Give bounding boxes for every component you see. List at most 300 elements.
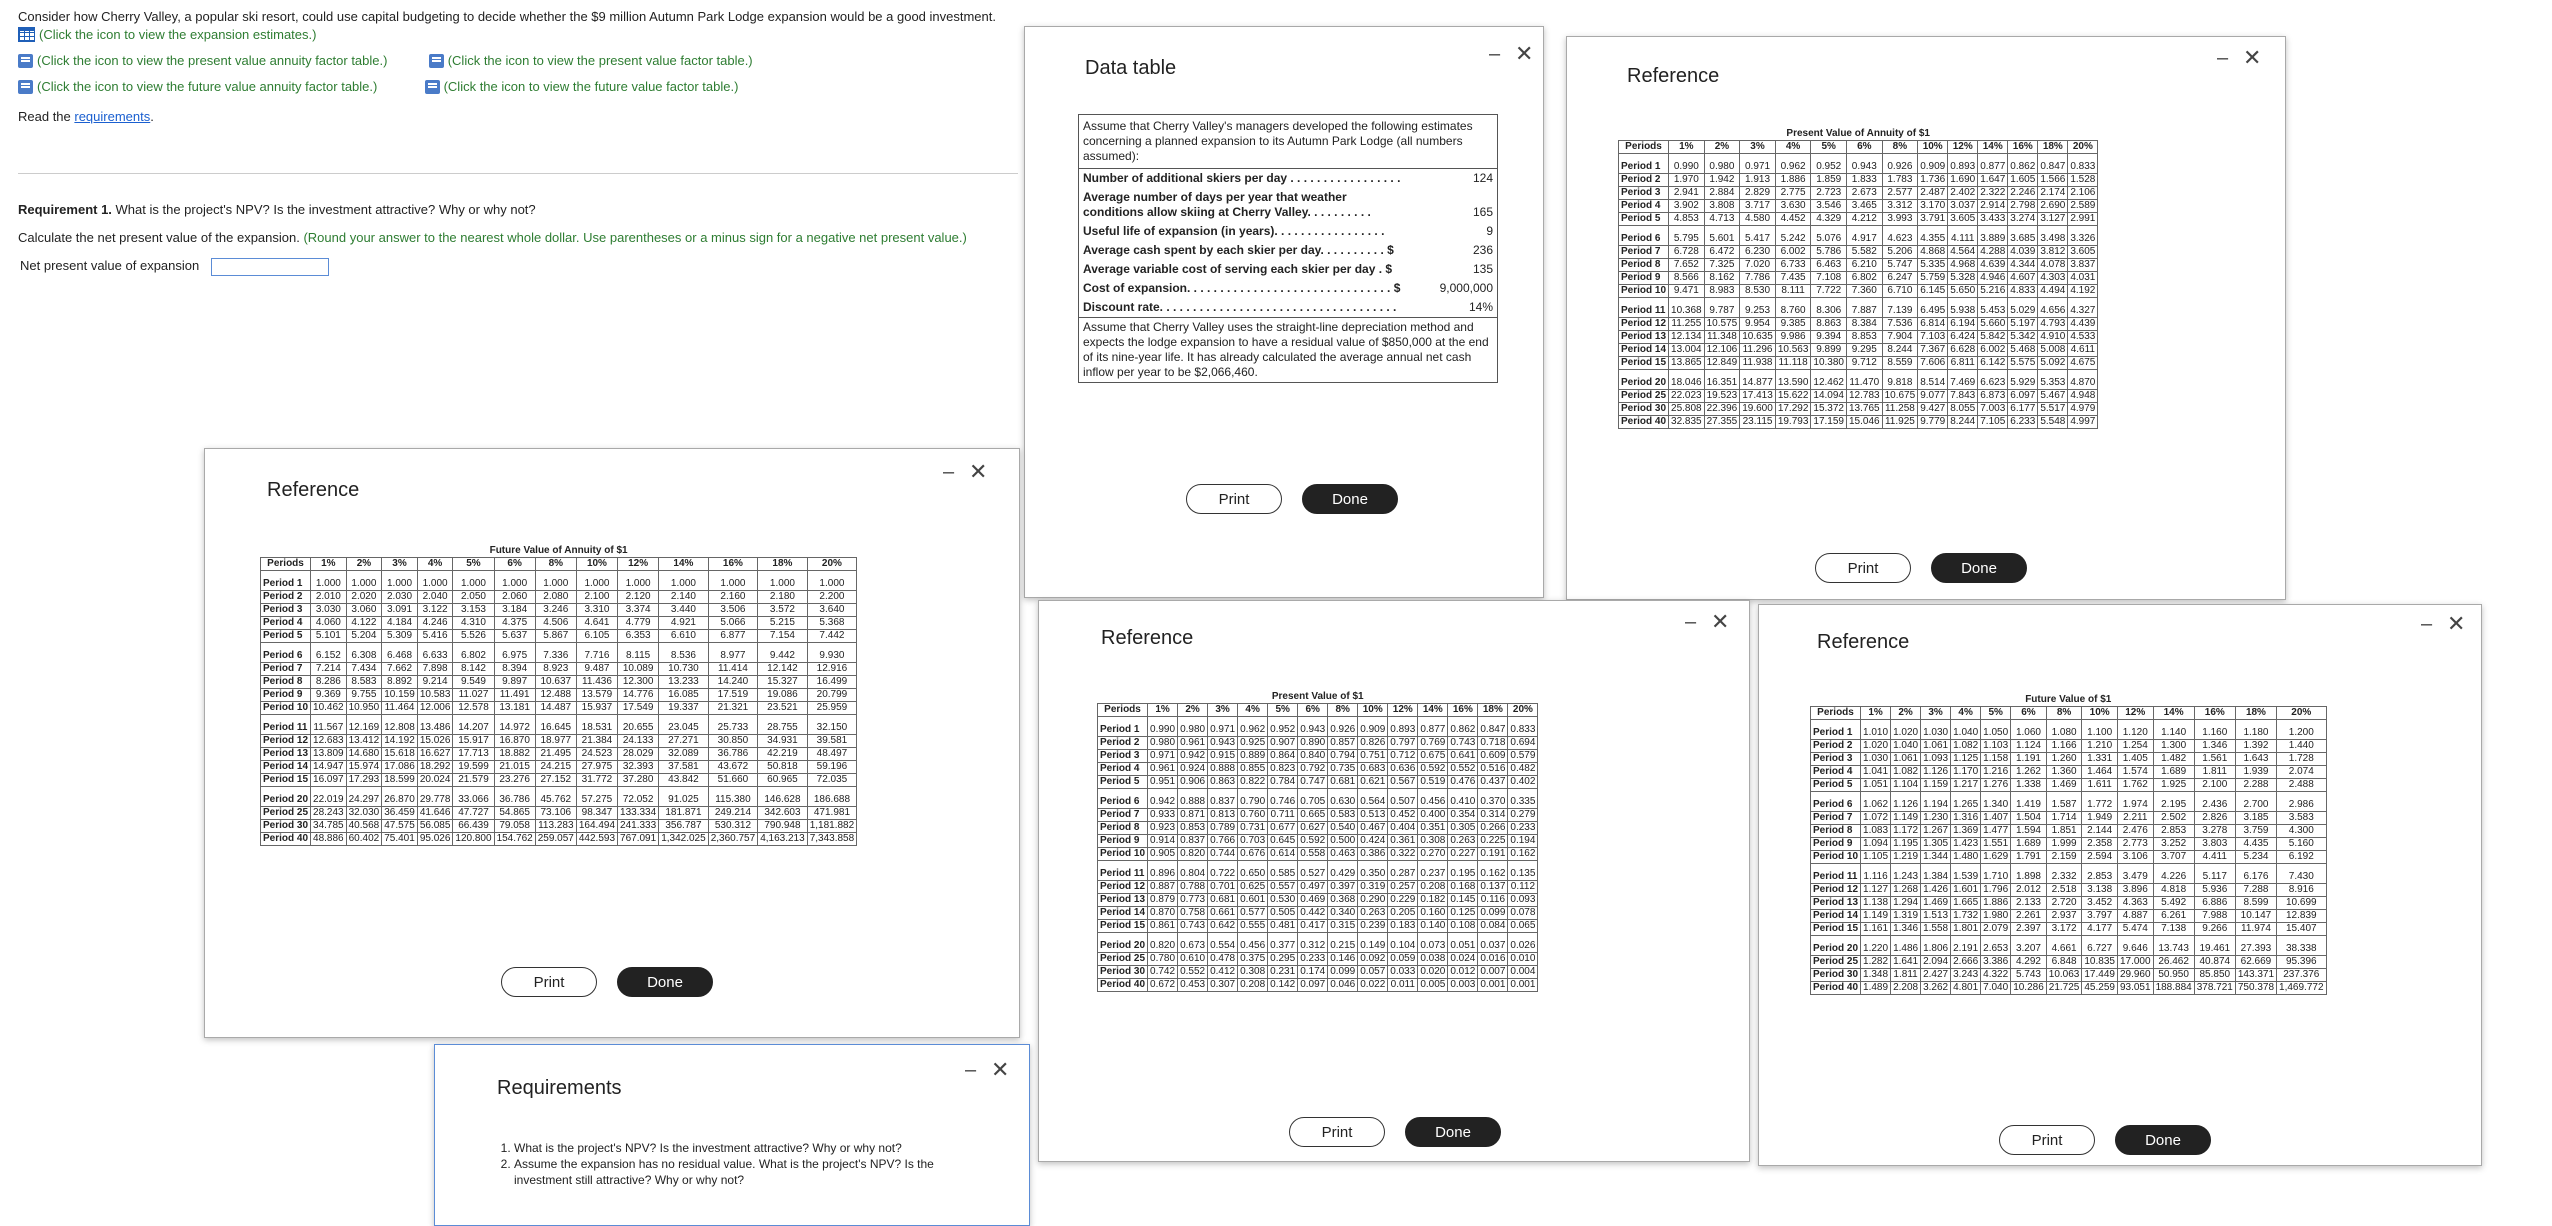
column-header: 6% [1847, 141, 1883, 154]
estimate-row: Useful life of expansion (in years). . . . . . . . . . . . . . . . . 9 [1083, 224, 1493, 238]
table-row [1619, 226, 2098, 246]
table-cell: 3.312 [1882, 200, 1918, 213]
fv-table-link[interactable]: (Click the icon to view the future value factor table.) [443, 79, 739, 94]
table-cell: 1.574 [2117, 766, 2153, 779]
table-cell: 72.052 [618, 787, 659, 807]
table-cell: 13.865 [1669, 357, 1705, 370]
table-cell: 8.394 [494, 663, 535, 676]
column-header: 3% [1740, 141, 1776, 154]
table-cell: 5.242 [1775, 226, 1811, 246]
table-cell: 5.842 [1978, 331, 2008, 344]
table-cell: 0.104 [1388, 933, 1418, 953]
table-cell: 0.887 [1148, 881, 1178, 894]
table-cell: 4.910 [2038, 331, 2068, 344]
table-cell: 1.643 [2235, 753, 2276, 766]
table-cell: 7.020 [1740, 259, 1776, 272]
table-cell: 3.246 [535, 604, 576, 617]
table-cell: 1.216 [1981, 766, 2011, 779]
table-cell: 1.665 [1951, 897, 1981, 910]
table-cell: 8.923 [535, 663, 576, 676]
table-cell: 4.329 [1811, 213, 1847, 226]
table-cell: 1.082 [1951, 740, 1981, 753]
table-cell: 2.941 [1669, 187, 1705, 200]
table-cell: 471.981 [807, 807, 857, 820]
table-cell: 0.583 [1328, 809, 1358, 822]
table-cell: 0.980 [1178, 717, 1208, 737]
table-cell: 8.599 [2235, 897, 2276, 910]
table-cell: 0.500 [1328, 835, 1358, 848]
table-cell: 2.080 [535, 591, 576, 604]
print-button[interactable]: Print [1999, 1125, 2095, 1155]
table-cell: 0.870 [1148, 907, 1178, 920]
table-cell: 1.811 [2194, 766, 2235, 779]
table-cell: 237.376 [2277, 969, 2327, 982]
table-cell: 1.319 [1891, 910, 1921, 923]
table-cell: 0.108 [1448, 920, 1478, 933]
table-cell: 7.435 [1775, 272, 1811, 285]
column-header: 18% [2038, 141, 2068, 154]
close-button[interactable]: ✕ [1515, 41, 1534, 66]
done-button[interactable]: Done [1405, 1117, 1501, 1147]
minimize-button[interactable]: – [2421, 613, 2433, 635]
fva-table-link[interactable]: (Click the icon to view the future value annuity factor table.) [37, 79, 378, 94]
done-button[interactable]: Done [2115, 1125, 2211, 1155]
close-button[interactable]: ✕ [969, 459, 988, 484]
print-button[interactable]: Print [501, 967, 597, 997]
table-cell: 3.759 [2235, 825, 2276, 838]
table-cell: 2.673 [1847, 187, 1883, 200]
table-cell: 7.606 [1918, 357, 1948, 370]
table-cell: 0.208 [1238, 979, 1268, 992]
table-cell: 0.636 [1388, 763, 1418, 776]
column-header: Periods [1811, 707, 1861, 720]
table-cell: 0.943 [1208, 737, 1238, 750]
table-row [1619, 187, 2098, 200]
row-label: Period 30 [1811, 969, 1861, 982]
table-cell: 5.938 [1948, 298, 1978, 318]
table-cell: 7.536 [1882, 318, 1918, 331]
table-row [1619, 344, 2098, 357]
table-cell: 4.303 [2038, 272, 2068, 285]
pv-table-link[interactable]: (Click the icon to view the present value factor table.) [447, 53, 753, 68]
table-cell: 32.089 [659, 748, 709, 761]
table-icon[interactable] [18, 27, 35, 42]
table-cell: 6.247 [1882, 272, 1918, 285]
table-cell: 6.633 [417, 643, 453, 663]
table-caption: Present Value of $1 [1271, 691, 1364, 702]
table-cell: 1.783 [1882, 174, 1918, 187]
table-cell: 15.937 [576, 702, 617, 715]
table-cell: 3.498 [2038, 226, 2068, 246]
table-cell: 12.839 [2277, 910, 2327, 923]
row-label: Period 14 [1098, 907, 1148, 920]
column-header: 2% [1178, 704, 1208, 717]
book-icon[interactable] [429, 54, 444, 68]
table-cell: 0.312 [1298, 933, 1328, 953]
table-cell: 7.786 [1740, 272, 1776, 285]
table-cell: 1.062 [1861, 792, 1891, 812]
row-label: Period 1 [1811, 720, 1861, 740]
table-cell: 4.363 [2117, 897, 2153, 910]
panel-title: Requirements [497, 1077, 622, 1099]
table-cell: 2.100 [2194, 779, 2235, 792]
column-header: 16% [1448, 704, 1478, 717]
table-cell: 2.700 [2235, 792, 2276, 812]
row-label: Period 40 [1811, 982, 1861, 995]
table-cell: 4.639 [1978, 259, 2008, 272]
table-cell: 1.851 [2046, 825, 2082, 838]
table-cell: 5.650 [1948, 285, 1978, 298]
table-cell: 1.094 [1861, 838, 1891, 851]
row-label: Period 3 [1098, 750, 1148, 763]
table-cell: 8.583 [346, 676, 382, 689]
done-button[interactable]: Done [617, 967, 713, 997]
table-cell: 0.694 [1508, 737, 1538, 750]
table-cell: 16.627 [417, 748, 453, 761]
table-cell: 1.762 [2117, 779, 2153, 792]
table-cell: 3.583 [2277, 812, 2327, 825]
table-cell: 1.528 [2068, 174, 2098, 187]
table-cell: 11.027 [453, 689, 494, 702]
table-row [1811, 812, 2327, 825]
done-button[interactable]: Done [1931, 553, 2027, 583]
table-cell: 7.662 [382, 663, 418, 676]
table-cell: 1.166 [2046, 740, 2082, 753]
table-cell: 0.279 [1508, 809, 1538, 822]
table-cell: 1.477 [1981, 825, 2011, 838]
table-cell: 12.916 [807, 663, 857, 676]
table-cell: 5.786 [1811, 246, 1847, 259]
table-cell: 17.713 [453, 748, 494, 761]
table-cell: 9.394 [1811, 331, 1847, 344]
table-cell: 0.183 [1388, 920, 1418, 933]
table-cell: 10.462 [311, 702, 347, 715]
table-cell: 5.101 [311, 630, 347, 643]
table-cell: 19.599 [453, 761, 494, 774]
table-cell: 6.877 [708, 630, 758, 643]
table-cell: 19.337 [659, 702, 709, 715]
table-cell: 2.195 [2153, 792, 2194, 812]
table-cell: 12.849 [1704, 357, 1740, 370]
table-cell: 19.086 [758, 689, 808, 702]
book-icon[interactable] [425, 80, 440, 94]
table-cell: 1.360 [2046, 766, 2082, 779]
table-cell: 12.578 [453, 702, 494, 715]
table-cell: 2.518 [2046, 884, 2082, 897]
table-cell: 115.380 [708, 787, 758, 807]
table-cell: 36.786 [494, 787, 535, 807]
table-cell: 7.325 [1704, 259, 1740, 272]
requirement-label: Requirement 1. [18, 202, 112, 217]
table-cell: 1.000 [346, 571, 382, 591]
row-label: Period 15 [1098, 920, 1148, 933]
table-cell: 0.951 [1148, 776, 1178, 789]
table-cell: 0.933 [1148, 809, 1178, 822]
table-cell: 11.436 [576, 676, 617, 689]
table-cell: 8.977 [708, 643, 758, 663]
table-row [1811, 936, 2327, 956]
table-cell: 2.397 [2011, 923, 2047, 936]
table-cell: 0.943 [1298, 717, 1328, 737]
column-header: 10% [1358, 704, 1388, 717]
table-cell: 1.276 [1981, 779, 2011, 792]
table-cell: 0.833 [2068, 154, 2098, 174]
minimize-button[interactable]: – [2217, 47, 2229, 69]
table-cell: 2.074 [2277, 766, 2327, 779]
row-label: Period 8 [261, 676, 311, 689]
minimize-button[interactable]: – [1489, 43, 1501, 65]
table-cell: 0.722 [1208, 861, 1238, 881]
table-cell: 1.267 [1921, 825, 1951, 838]
table-cell: 0.191 [1478, 848, 1508, 861]
table-cell: 1.126 [1891, 792, 1921, 812]
print-button[interactable]: Print [1186, 484, 1282, 514]
pv-table [1097, 691, 1538, 992]
table-cell: 0.915 [1208, 750, 1238, 763]
table-cell: 1.480 [1951, 851, 1981, 864]
table-cell: 10.380 [1811, 357, 1847, 370]
panel-title: Reference [1627, 65, 1720, 87]
row-label: Period 4 [1098, 763, 1148, 776]
column-header: 10% [576, 558, 617, 571]
print-button[interactable]: Print [1289, 1117, 1385, 1147]
table-cell: 0.442 [1298, 907, 1328, 920]
table-cell: 1.886 [1981, 897, 2011, 910]
table-cell: 0.195 [1448, 861, 1478, 881]
print-button[interactable]: Print [1815, 553, 1911, 583]
table-cell: 0.208 [1418, 881, 1448, 894]
table-cell: 0.476 [1448, 776, 1478, 789]
table-cell: 57.275 [576, 787, 617, 807]
table-cell: 1.000 [382, 571, 418, 591]
table-cell: 21.579 [453, 774, 494, 787]
table-cell: 41.646 [417, 807, 453, 820]
table-cell: 10.730 [659, 663, 709, 676]
table-cell: 0.456 [1418, 789, 1448, 809]
table-cell: 4.580 [1740, 213, 1776, 226]
row-label: Period 14 [1811, 910, 1861, 923]
row-label: Period 13 [261, 748, 311, 761]
table-cell: 0.453 [1178, 979, 1208, 992]
row-label: Period 20 [1098, 933, 1148, 953]
table-cell: 7.108 [1811, 272, 1847, 285]
table-cell: 5.328 [1948, 272, 1978, 285]
table-cell: 2.773 [2117, 838, 2153, 851]
minimize-button[interactable]: – [965, 1059, 977, 1081]
table-row [1098, 763, 1538, 776]
table-cell: 14.207 [453, 715, 494, 735]
table-cell: 1.124 [2011, 740, 2047, 753]
table-cell: 25.808 [1669, 403, 1705, 416]
table-cell: 0.315 [1328, 920, 1358, 933]
table-cell: 0.952 [1268, 717, 1298, 737]
table-row [1811, 825, 2327, 838]
minimize-button[interactable]: – [1685, 611, 1697, 633]
table-cell: 0.627 [1298, 822, 1328, 835]
table-cell: 17.519 [708, 689, 758, 702]
requirements-link[interactable]: requirements [74, 109, 151, 124]
table-cell: 164.494 [576, 820, 617, 833]
table-cell: 0.386 [1358, 848, 1388, 861]
row-label: Period 9 [1098, 835, 1148, 848]
table-cell: 0.116 [1478, 894, 1508, 907]
table-row [1811, 753, 2327, 766]
table-cell: 0.877 [1418, 717, 1448, 737]
question-text: Consider how Cherry Valley, a popular ski resort, could use capital budgeting to decide whether the $9 million Autumn Park Lodge expansion would be a good investment. [18, 9, 996, 24]
table-cell: 0.980 [1148, 737, 1178, 750]
table-row [1098, 809, 1538, 822]
table-cell: 1.127 [1861, 884, 1891, 897]
table-cell: 2.180 [758, 591, 808, 604]
table-cell: 13.809 [311, 748, 347, 761]
table-cell: 12.783 [1847, 390, 1883, 403]
npv-input[interactable] [211, 258, 329, 276]
table-cell: 3.812 [2038, 246, 2068, 259]
column-header: 10% [1918, 141, 1948, 154]
table-cell: 5.092 [2038, 357, 2068, 370]
table-cell: 0.971 [1208, 717, 1238, 737]
table-cell: 2.246 [2008, 187, 2038, 200]
table-cell: 3.386 [1981, 956, 2011, 969]
table-cell: 143.371 [2235, 969, 2276, 982]
table-cell: 2.120 [618, 591, 659, 604]
table-cell: 0.322 [1388, 848, 1418, 861]
expansion-estimates-link[interactable]: (Click the icon to view the expansion estimates.) [39, 27, 317, 42]
table-cell: 0.554 [1208, 933, 1238, 953]
table-cell: 0.962 [1238, 717, 1268, 737]
table-row [1811, 982, 2327, 995]
table-row [261, 715, 857, 735]
estimate-row: Discount rate. . . . . . . . . . . . . . . . . . . . . . . . . . . . . . . . . . . . 14% [1083, 300, 1493, 314]
table-cell: 0.205 [1388, 907, 1418, 920]
table-cell: 0.001 [1478, 979, 1508, 992]
column-header: 4% [417, 558, 453, 571]
table-cell: 9.295 [1847, 344, 1883, 357]
table-cell: 0.751 [1358, 750, 1388, 763]
table-cell: 0.837 [1178, 835, 1208, 848]
table-cell: 17.293 [346, 774, 382, 787]
table-cell: 3.440 [659, 604, 709, 617]
row-label: Period 8 [1098, 822, 1148, 835]
table-cell: 2.775 [1775, 187, 1811, 200]
table-cell: 1,181.882 [807, 820, 857, 833]
row-label: Period 25 [1619, 390, 1669, 403]
column-header: 20% [2068, 141, 2098, 154]
table-cell: 0.577 [1238, 907, 1268, 920]
table-cell: 0.665 [1298, 809, 1328, 822]
table-cell: 0.065 [1508, 920, 1538, 933]
table-cell: 6.142 [1978, 357, 2008, 370]
table-cell: 8.983 [1704, 285, 1740, 298]
table-cell: 0.007 [1478, 966, 1508, 979]
table-cell: 0.463 [1328, 848, 1358, 861]
table-cell: 1.482 [2153, 753, 2194, 766]
pva-table-link[interactable]: (Click the icon to view the present value annuity factor table.) [37, 53, 388, 68]
table-cell: 11.470 [1847, 370, 1883, 390]
table-caption: Present Value of Annuity of $1 [1786, 128, 1930, 139]
table-cell: 2.208 [1891, 982, 1921, 995]
row-label: Period 25 [1098, 953, 1148, 966]
done-button[interactable]: Done [1302, 484, 1398, 514]
table-cell: 26.462 [2153, 956, 2194, 969]
table-cell: 95.396 [2277, 956, 2327, 969]
table-cell: 1.489 [1861, 982, 1891, 995]
close-button[interactable]: ✕ [991, 1057, 1010, 1082]
table-cell: 15.046 [1847, 416, 1883, 429]
table-cell: 0.744 [1208, 848, 1238, 861]
table-cell: 4.607 [2008, 272, 2038, 285]
table-cell: 0.557 [1268, 881, 1298, 894]
table-cell: 7,343.858 [807, 833, 857, 846]
table-cell: 3.185 [2235, 812, 2276, 825]
table-cell: 0.735 [1328, 763, 1358, 776]
table-cell: 9.077 [1918, 390, 1948, 403]
table-cell: 15.974 [346, 761, 382, 774]
table-cell: 0.961 [1178, 737, 1208, 750]
book-icon[interactable] [18, 80, 33, 94]
requirement-text: What is the project's NPV? Is the investment attractive? Why or why not? [111, 202, 536, 217]
table-row [261, 774, 857, 787]
table-cell: 3.274 [2008, 213, 2038, 226]
table-cell: 0.137 [1478, 881, 1508, 894]
table-cell: 10.563 [1775, 344, 1811, 357]
book-icon[interactable] [18, 54, 33, 68]
table-cell: 1.344 [1921, 851, 1951, 864]
table-cell: 2.140 [659, 591, 709, 604]
table-cell: 66.439 [453, 820, 494, 833]
column-header: Periods [1619, 141, 1669, 154]
table-cell: 1.980 [1981, 910, 2011, 923]
table-cell: 11.258 [1882, 403, 1918, 416]
table-cell: 11.925 [1882, 416, 1918, 429]
calc-instruction: Calculate the net present value of the expansion. [18, 230, 304, 245]
table-cell: 1.913 [1740, 174, 1776, 187]
table-cell: 3.993 [1882, 213, 1918, 226]
table-cell: 9.253 [1740, 298, 1776, 318]
estimate-row: Average number of days per year that weather conditions allow skiing at Cherry Valley. . . . . . . . . . 165 [1083, 190, 1493, 219]
table-cell: 0.942 [1148, 789, 1178, 809]
close-button[interactable]: ✕ [2447, 611, 2466, 636]
table-cell: 0.789 [1208, 822, 1238, 835]
table-cell: 12.006 [417, 702, 453, 715]
table-cell: 0.906 [1178, 776, 1208, 789]
table-cell: 0.497 [1298, 881, 1328, 894]
minimize-button[interactable]: – [943, 461, 955, 483]
table-row [1098, 920, 1538, 933]
table-cell: 17.086 [382, 761, 418, 774]
table-cell: 1.210 [2082, 740, 2118, 753]
close-button[interactable]: ✕ [1711, 609, 1730, 634]
table-cell: 2.322 [1978, 187, 2008, 200]
table-cell: 5.309 [382, 630, 418, 643]
table-cell: 1.405 [2117, 753, 2153, 766]
table-cell: 0.630 [1328, 789, 1358, 809]
table-cell: 18.882 [494, 748, 535, 761]
table-cell: 1.103 [1981, 740, 2011, 753]
table-cell: 1.217 [1951, 779, 1981, 792]
table-cell: 24.297 [346, 787, 382, 807]
row-label: Period 13 [1098, 894, 1148, 907]
close-button[interactable]: ✕ [2243, 45, 2262, 70]
table-cell: 1.551 [1981, 838, 2011, 851]
table-cell: 2.020 [346, 591, 382, 604]
table-cell: 6.468 [382, 643, 418, 663]
row-label: Period 11 [261, 715, 311, 735]
table-cell: 8.863 [1811, 318, 1847, 331]
table-cell: 0.287 [1388, 861, 1418, 881]
table-cell: 1.100 [2082, 720, 2118, 740]
table-cell: 4.833 [2008, 285, 2038, 298]
